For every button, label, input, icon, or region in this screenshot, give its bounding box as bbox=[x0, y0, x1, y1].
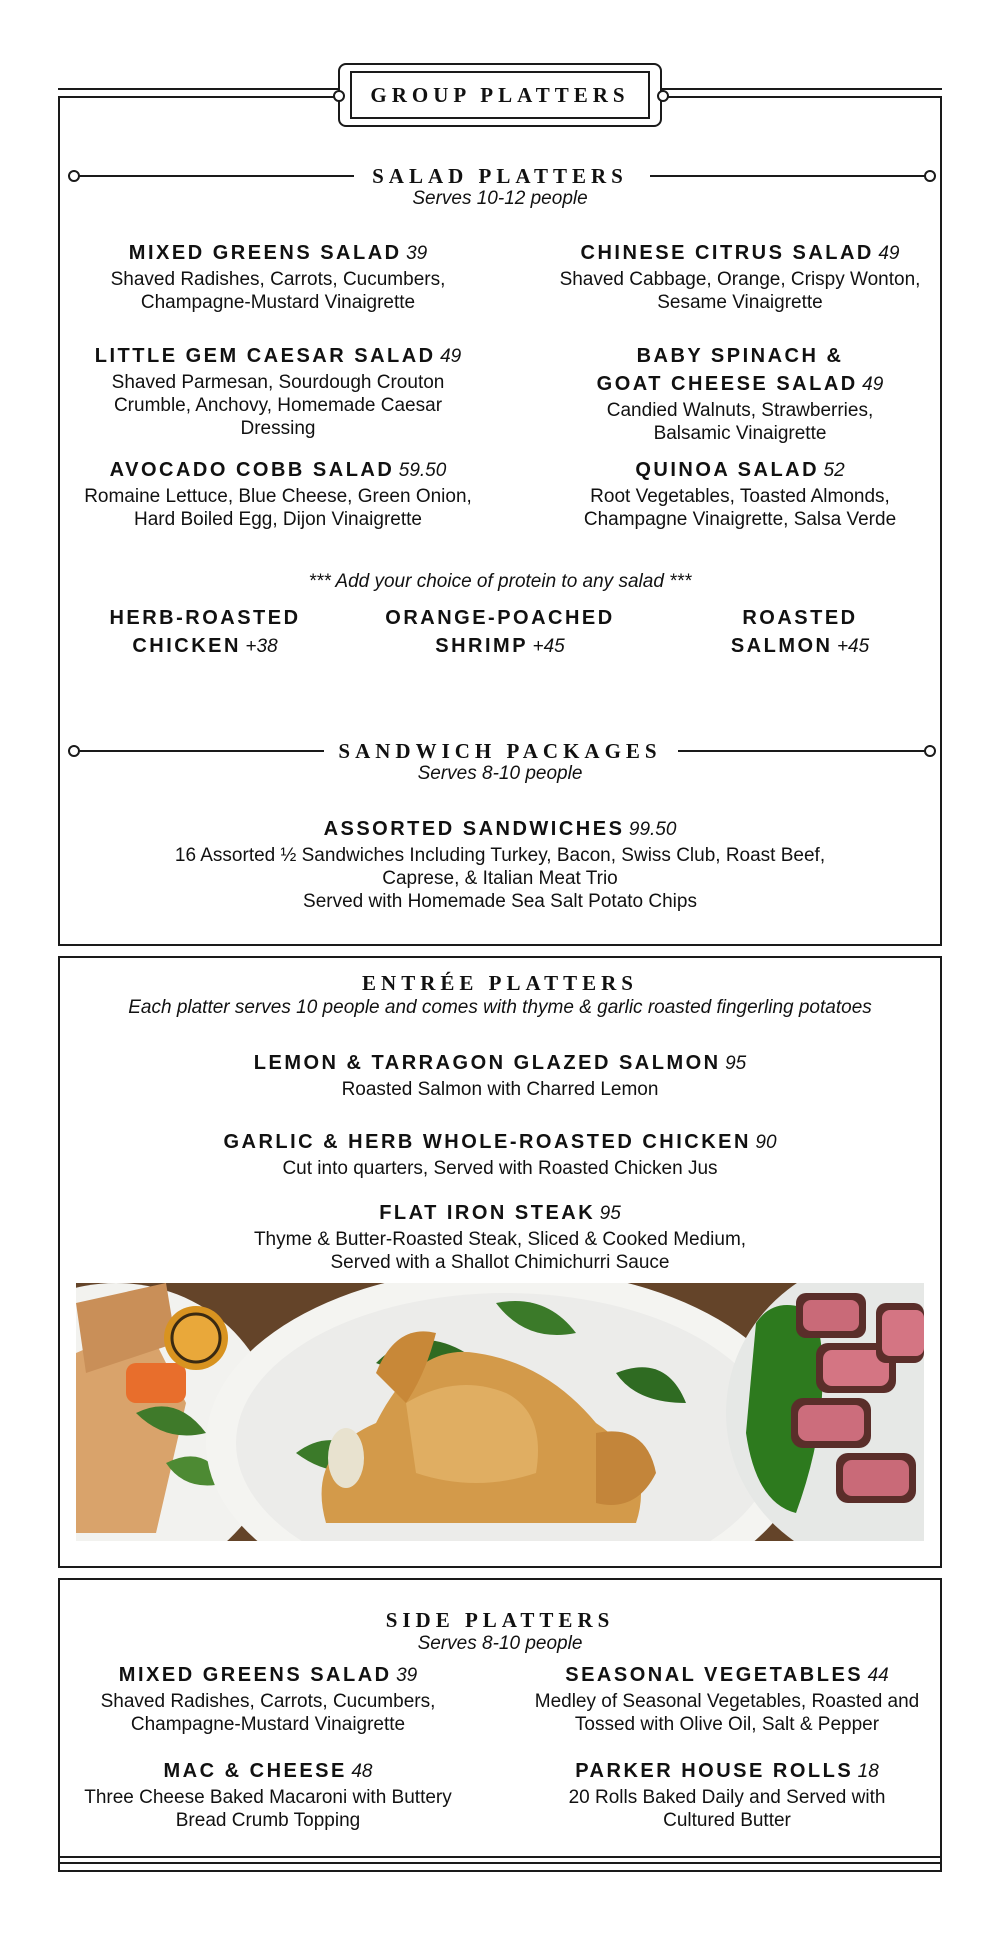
item-desc: Tossed with Olive Oil, Salt & Pepper bbox=[574, 1714, 880, 1735]
salad-rule-left bbox=[74, 175, 354, 177]
item-desc: Champagne-Mustard Vinaigrette bbox=[130, 1714, 406, 1735]
item-price: 49 bbox=[878, 243, 900, 264]
item-name: SEASONAL VEGETABLES bbox=[565, 1664, 864, 1686]
item-price: 39 bbox=[406, 243, 428, 264]
salad-serves: Serves 10-12 people bbox=[412, 188, 588, 209]
item-name: CHINESE CITRUS SALAD bbox=[580, 242, 874, 264]
item-desc: Balsamic Vinaigrette bbox=[653, 423, 827, 444]
bottom-rule-2 bbox=[58, 1870, 942, 1872]
item-name: MIXED GREENS SALAD bbox=[128, 242, 402, 264]
header-rule-left bbox=[58, 88, 338, 90]
item-name: MIXED GREENS SALAD bbox=[118, 1664, 392, 1686]
entree-item-steak bbox=[70, 1200, 930, 1274]
food-photo-illustration bbox=[76, 1283, 924, 1541]
item-desc: Thyme & Butter-Roasted Steak, Sliced & Cooked Medium, bbox=[253, 1229, 747, 1250]
item-desc: Champagne-Mustard Vinaigrette bbox=[140, 292, 416, 313]
sandwich-rule-left bbox=[74, 750, 324, 752]
bottom-edge-right bbox=[940, 1856, 942, 1872]
entree-item-chicken bbox=[70, 1129, 930, 1180]
item-name: CHICKEN bbox=[132, 635, 241, 657]
entree-subtitle: Each platter serves 10 people and comes with thyme & garlic roasted fingerling potatoes bbox=[128, 997, 872, 1018]
sides-title: SIDE PLATTERS bbox=[385, 1608, 615, 1632]
salad-dot-left bbox=[68, 170, 80, 182]
item-desc: Candied Walnuts, Strawberries, bbox=[606, 400, 874, 421]
item-name: PARKER HOUSE ROLLS bbox=[575, 1760, 854, 1782]
item-price: 90 bbox=[755, 1132, 777, 1153]
item-desc: Champagne Vinaigrette, Salsa Verde bbox=[583, 509, 897, 530]
item-name: GARLIC & HERB WHOLE-ROASTED CHICKEN bbox=[223, 1131, 751, 1153]
item-desc: Dressing bbox=[240, 418, 316, 439]
protein-orange-poached-shrimp bbox=[375, 605, 625, 661]
sandwich-dot-right bbox=[924, 745, 936, 757]
food-photo bbox=[76, 1283, 924, 1541]
item-name: LITTLE GEM CAESAR SALAD bbox=[94, 345, 436, 367]
item-name: BABY SPINACH & bbox=[636, 345, 844, 367]
item-price: 52 bbox=[823, 460, 845, 481]
item-desc: Cut into quarters, Served with Roasted Chicken Jus bbox=[282, 1158, 718, 1179]
item-desc: Shaved Cabbage, Orange, Crispy Wonton, bbox=[559, 269, 921, 290]
item-price: 39 bbox=[396, 1665, 418, 1686]
item-price: +45 bbox=[532, 636, 565, 657]
header-dot-left bbox=[333, 90, 345, 102]
salad-item-chinese-citrus bbox=[530, 240, 950, 314]
item-desc: Shaved Parmesan, Sourdough Crouton bbox=[111, 372, 445, 393]
item-desc: 16 Assorted ½ Sandwiches Including Turkey, Bacon, Swiss Club, Roast Beef, bbox=[174, 845, 826, 866]
item-desc: Served with a Shallot Chimichurri Sauce bbox=[330, 1252, 670, 1273]
sandwich-dot-left bbox=[68, 745, 80, 757]
salad-item-avocado-cobb bbox=[68, 457, 488, 531]
item-name: LEMON & TARRAGON GLAZED SALMON bbox=[253, 1052, 721, 1074]
item-price: 99.50 bbox=[628, 819, 677, 840]
item-price: 95 bbox=[599, 1203, 621, 1224]
item-price: 49 bbox=[862, 374, 884, 395]
item-name: QUINOA SALAD bbox=[635, 459, 820, 481]
item-name: AVOCADO COBB SALAD bbox=[109, 459, 395, 481]
salad-item-little-gem-caesar bbox=[68, 343, 488, 440]
item-desc: Medley of Seasonal Vegetables, Roasted and bbox=[534, 1691, 920, 1712]
item-desc: Bread Crumb Topping bbox=[175, 1810, 361, 1831]
item-desc: Three Cheese Baked Macaroni with Buttery bbox=[84, 1787, 452, 1808]
sandwich-item-assorted bbox=[70, 816, 930, 913]
side-item-mixed-greens bbox=[68, 1662, 468, 1736]
sandwich-rule-right bbox=[678, 750, 930, 752]
header-rule-right bbox=[662, 88, 942, 90]
item-price: 44 bbox=[867, 1665, 889, 1686]
item-price: +38 bbox=[245, 636, 278, 657]
protein-herb-roasted-chicken bbox=[80, 605, 330, 661]
item-desc: Root Vegetables, Toasted Almonds, bbox=[590, 486, 890, 507]
item-price: 48 bbox=[351, 1761, 373, 1782]
item-desc: Caprese, & Italian Meat Trio bbox=[382, 868, 618, 889]
salad-item-quinoa bbox=[530, 457, 950, 531]
item-name: ASSORTED SANDWICHES bbox=[323, 818, 625, 840]
item-name: ROASTED bbox=[742, 607, 858, 629]
side-item-parker-house-rolls bbox=[512, 1758, 942, 1832]
side-item-seasonal-vegetables bbox=[512, 1662, 942, 1736]
salad-item-baby-spinach bbox=[530, 343, 950, 445]
bottom-rule bbox=[58, 1862, 942, 1864]
item-price: 49 bbox=[440, 346, 462, 367]
item-desc: Shaved Radishes, Carrots, Cucumbers, bbox=[100, 1691, 436, 1712]
side-item-mac-cheese bbox=[58, 1758, 478, 1832]
item-desc: Hard Boiled Egg, Dijon Vinaigrette bbox=[134, 509, 422, 530]
salad-title: SALAD PLATTERS bbox=[372, 164, 628, 188]
bottom-edge-left bbox=[58, 1856, 60, 1872]
item-name: SHRIMP bbox=[435, 635, 529, 657]
item-desc: Served with Homemade Sea Salt Potato Chips bbox=[303, 891, 697, 912]
protein-roasted-salmon bbox=[675, 605, 925, 661]
item-name: SALMON bbox=[730, 635, 833, 657]
item-price: 95 bbox=[725, 1053, 747, 1074]
item-name: HERB-ROASTED bbox=[109, 607, 301, 629]
salad-rule-right bbox=[650, 175, 930, 177]
sandwich-title: SANDWICH PACKAGES bbox=[338, 739, 662, 763]
sandwich-serves: Serves 8-10 people bbox=[417, 763, 583, 784]
header-dot-right bbox=[657, 90, 669, 102]
item-desc: Sesame Vinaigrette bbox=[657, 292, 823, 313]
item-desc: Romaine Lettuce, Blue Cheese, Green Onion, bbox=[84, 486, 472, 507]
entree-title: ENTRÉE PLATTERS bbox=[362, 971, 638, 995]
item-price: 59.50 bbox=[398, 460, 447, 481]
item-name: ORANGE-POACHED bbox=[385, 607, 615, 629]
item-price: +45 bbox=[836, 636, 870, 657]
item-desc: Shaved Radishes, Carrots, Cucumbers, bbox=[110, 269, 446, 290]
salad-dot-right bbox=[924, 170, 936, 182]
salad-item-mixed-greens bbox=[68, 240, 488, 314]
item-name: MAC & CHEESE bbox=[163, 1760, 347, 1782]
protein-note: *** Add your choice of protein to any salad *** bbox=[308, 571, 692, 592]
item-name: FLAT IRON STEAK bbox=[379, 1202, 596, 1224]
item-name: GOAT CHEESE SALAD bbox=[596, 373, 858, 395]
item-desc: Roasted Salmon with Charred Lemon bbox=[341, 1079, 659, 1100]
sides-serves: Serves 8-10 people bbox=[417, 1633, 583, 1654]
item-desc: Crumble, Anchovy, Homemade Caesar bbox=[113, 395, 443, 416]
item-desc: 20 Rolls Baked Daily and Served with bbox=[568, 1787, 886, 1808]
item-price: 18 bbox=[857, 1761, 879, 1782]
page-title: GROUP PLATTERS bbox=[370, 83, 630, 107]
item-desc: Cultured Butter bbox=[663, 1810, 791, 1831]
entree-item-salmon bbox=[70, 1050, 930, 1101]
